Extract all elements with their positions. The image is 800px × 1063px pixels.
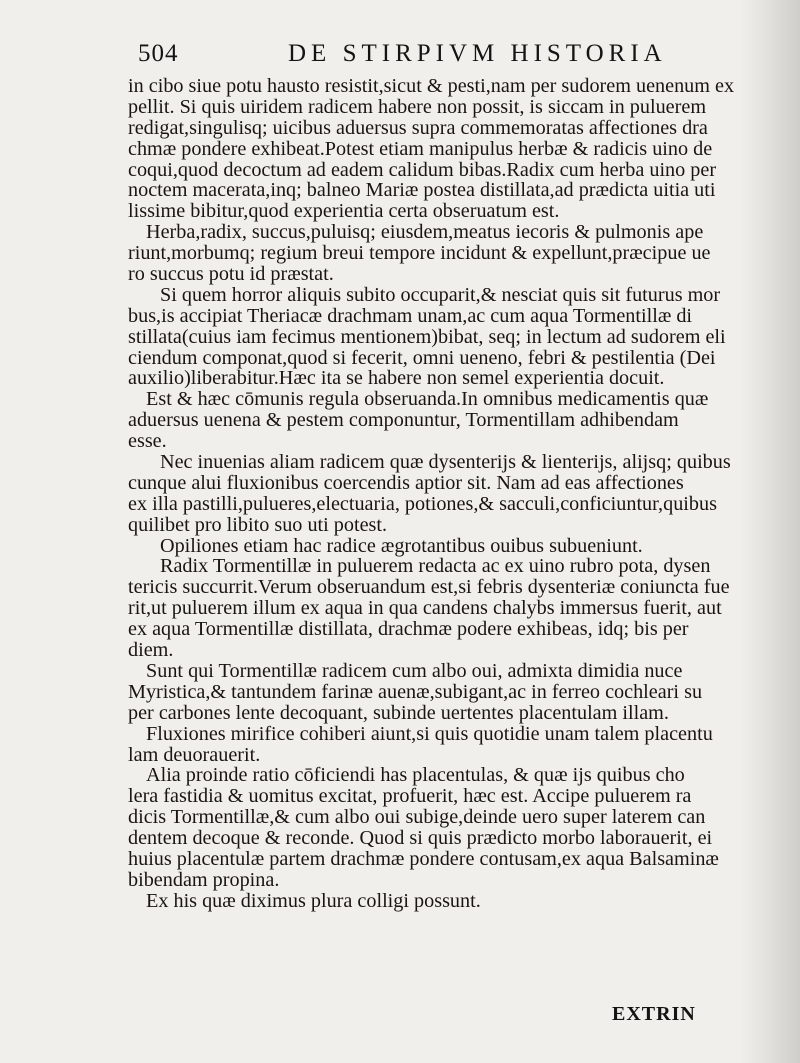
text-line: Sunt qui Tormentillæ radicem cum albo oui, admixta dimidia nuce [146, 659, 683, 682]
text-line: aduersus uenena & pestem componuntur, Tormentillam adhibendam [128, 409, 679, 432]
catchword: EXTRIN [612, 1003, 696, 1025]
page-number: 504 [138, 40, 179, 67]
body-text [128, 76, 748, 912]
text-line: bus,is accipiat Theriacæ drachmam unam,ac cum aqua Tormentillæ di [128, 304, 693, 327]
text-line: lissime bibitur,quod experientia certa obseruatum est. [128, 200, 560, 223]
text-line: pellit. Si quis uiridem radicem habere non possit, is siccam in puluerem [128, 95, 707, 118]
text-line: Herba,radix, succus,puluisq; eiusdem,meatus iecoris & pulmonis ape [146, 221, 704, 244]
running-title: DE STIRPIVM HISTORIA [288, 40, 667, 67]
text-line: Alia proinde ratio cōficiendi has placentulas, & quæ ijs quibus cho [146, 764, 685, 787]
text-line: dentem decoque & reconde. Quod si quis prædicto morbo laborauerit, ei [128, 827, 713, 850]
text-line: per carbones lente decoquant, subinde uertentes placentulam illam. [128, 701, 669, 724]
text-line: in cibo siue potu hausto resistit,sicut & pesti,nam per sudorem uenenum ex [128, 75, 735, 97]
page-gutter-shadow [740, 0, 800, 1063]
text-line: noctem macerata,inq; balneo Mariæ postea distillata,ad prædicta uitia uti [128, 179, 716, 202]
text-line: lera fastidia & uomitus excitat, profuerit, hæc est. Accipe puluerem ra [128, 785, 692, 808]
page-header [138, 40, 748, 72]
text-line: Fluxiones mirifice cohiberi aiunt,si quis quotidie unam talem placentu [146, 722, 713, 745]
text-line: ex illa pastilli,pulueres,electuaria, potiones,& sacculi,conficiuntur,quibus [128, 492, 717, 515]
text-line: Ex his quæ diximus plura colligi possunt. [146, 889, 481, 912]
text-line: quilibet pro libito suo uti potest. [128, 513, 388, 536]
text-line: ro succus potu id præstat. [128, 263, 334, 286]
text-line: lam deuorauerit. [128, 743, 261, 766]
text-line: Opiliones etiam hac radice ægrotantibus ouibus subueniunt. [160, 534, 643, 557]
text-line: rit,ut puluerem illum ex aqua in qua candens chalybs immersus fuerit, aut [128, 597, 722, 620]
text-line: chmæ pondere exhibeat.Potest etiam manipulus herbæ & radicis uino de [128, 137, 713, 160]
text-line: Si quem horror aliquis subito occuparit,& nesciat quis sit futurus mor [160, 283, 721, 306]
text-line: Nec inuenias aliam radicem quæ dysenterijs & lienterijs, alijsq; quibus [160, 451, 731, 474]
text-line: tericis succurrit.Verum obseruandum est,si febris dysenteriæ coniuncta fue [128, 576, 730, 599]
text-line: riunt,morbumq; regium breui tempore incidunt & expellunt,præcipue ue [128, 242, 711, 265]
text-line: Myristica,& tantundem farinæ auenæ,subigant,ac in ferreo cochleari su [128, 680, 703, 703]
text-line: diem. [128, 639, 174, 662]
text-line: ex aqua Tormentillæ distillata, drachmæ podere exhibeas, idq; bis per [128, 618, 689, 641]
text-line: redigat,singulisq; uicibus aduersus supra commemoratas affectiones dra [128, 116, 708, 139]
text-line: dicis Tormentillæ,& cum albo oui subige,deinde uero super laterem can [128, 806, 706, 829]
text-line: Est & hæc cōmunis regula obseruanda.In omnibus medicamentis quæ [146, 388, 709, 411]
text-line: bibendam propina. [128, 868, 280, 891]
text-line: huius placentulæ partem drachmæ pondere contusam,ex aqua Balsaminæ [128, 847, 719, 870]
text-line: coqui,quod decoctum ad eadem calidum bibas.Radix cum herba uino per [128, 158, 717, 181]
text-line: ciendum componat,quod si fecerit, omni ueneno, febri & pestilentia (Dei [128, 346, 716, 369]
text-line: auxilio)liberabitur.Hæc ita se habere non semel experientia docuit. [128, 367, 665, 390]
text-line: Radix Tormentillæ in puluerem redacta ac ex uino rubro pota, dysen [160, 555, 711, 578]
text-line: cunque alui fluxionibus coercendis aptior sit. Nam ad eas affectiones [128, 471, 684, 494]
text-line: esse. [128, 430, 167, 453]
text-line: stillata(cuius iam fecimus mentionem)bibat, seq; in lectum ad sudorem eli [128, 325, 726, 348]
